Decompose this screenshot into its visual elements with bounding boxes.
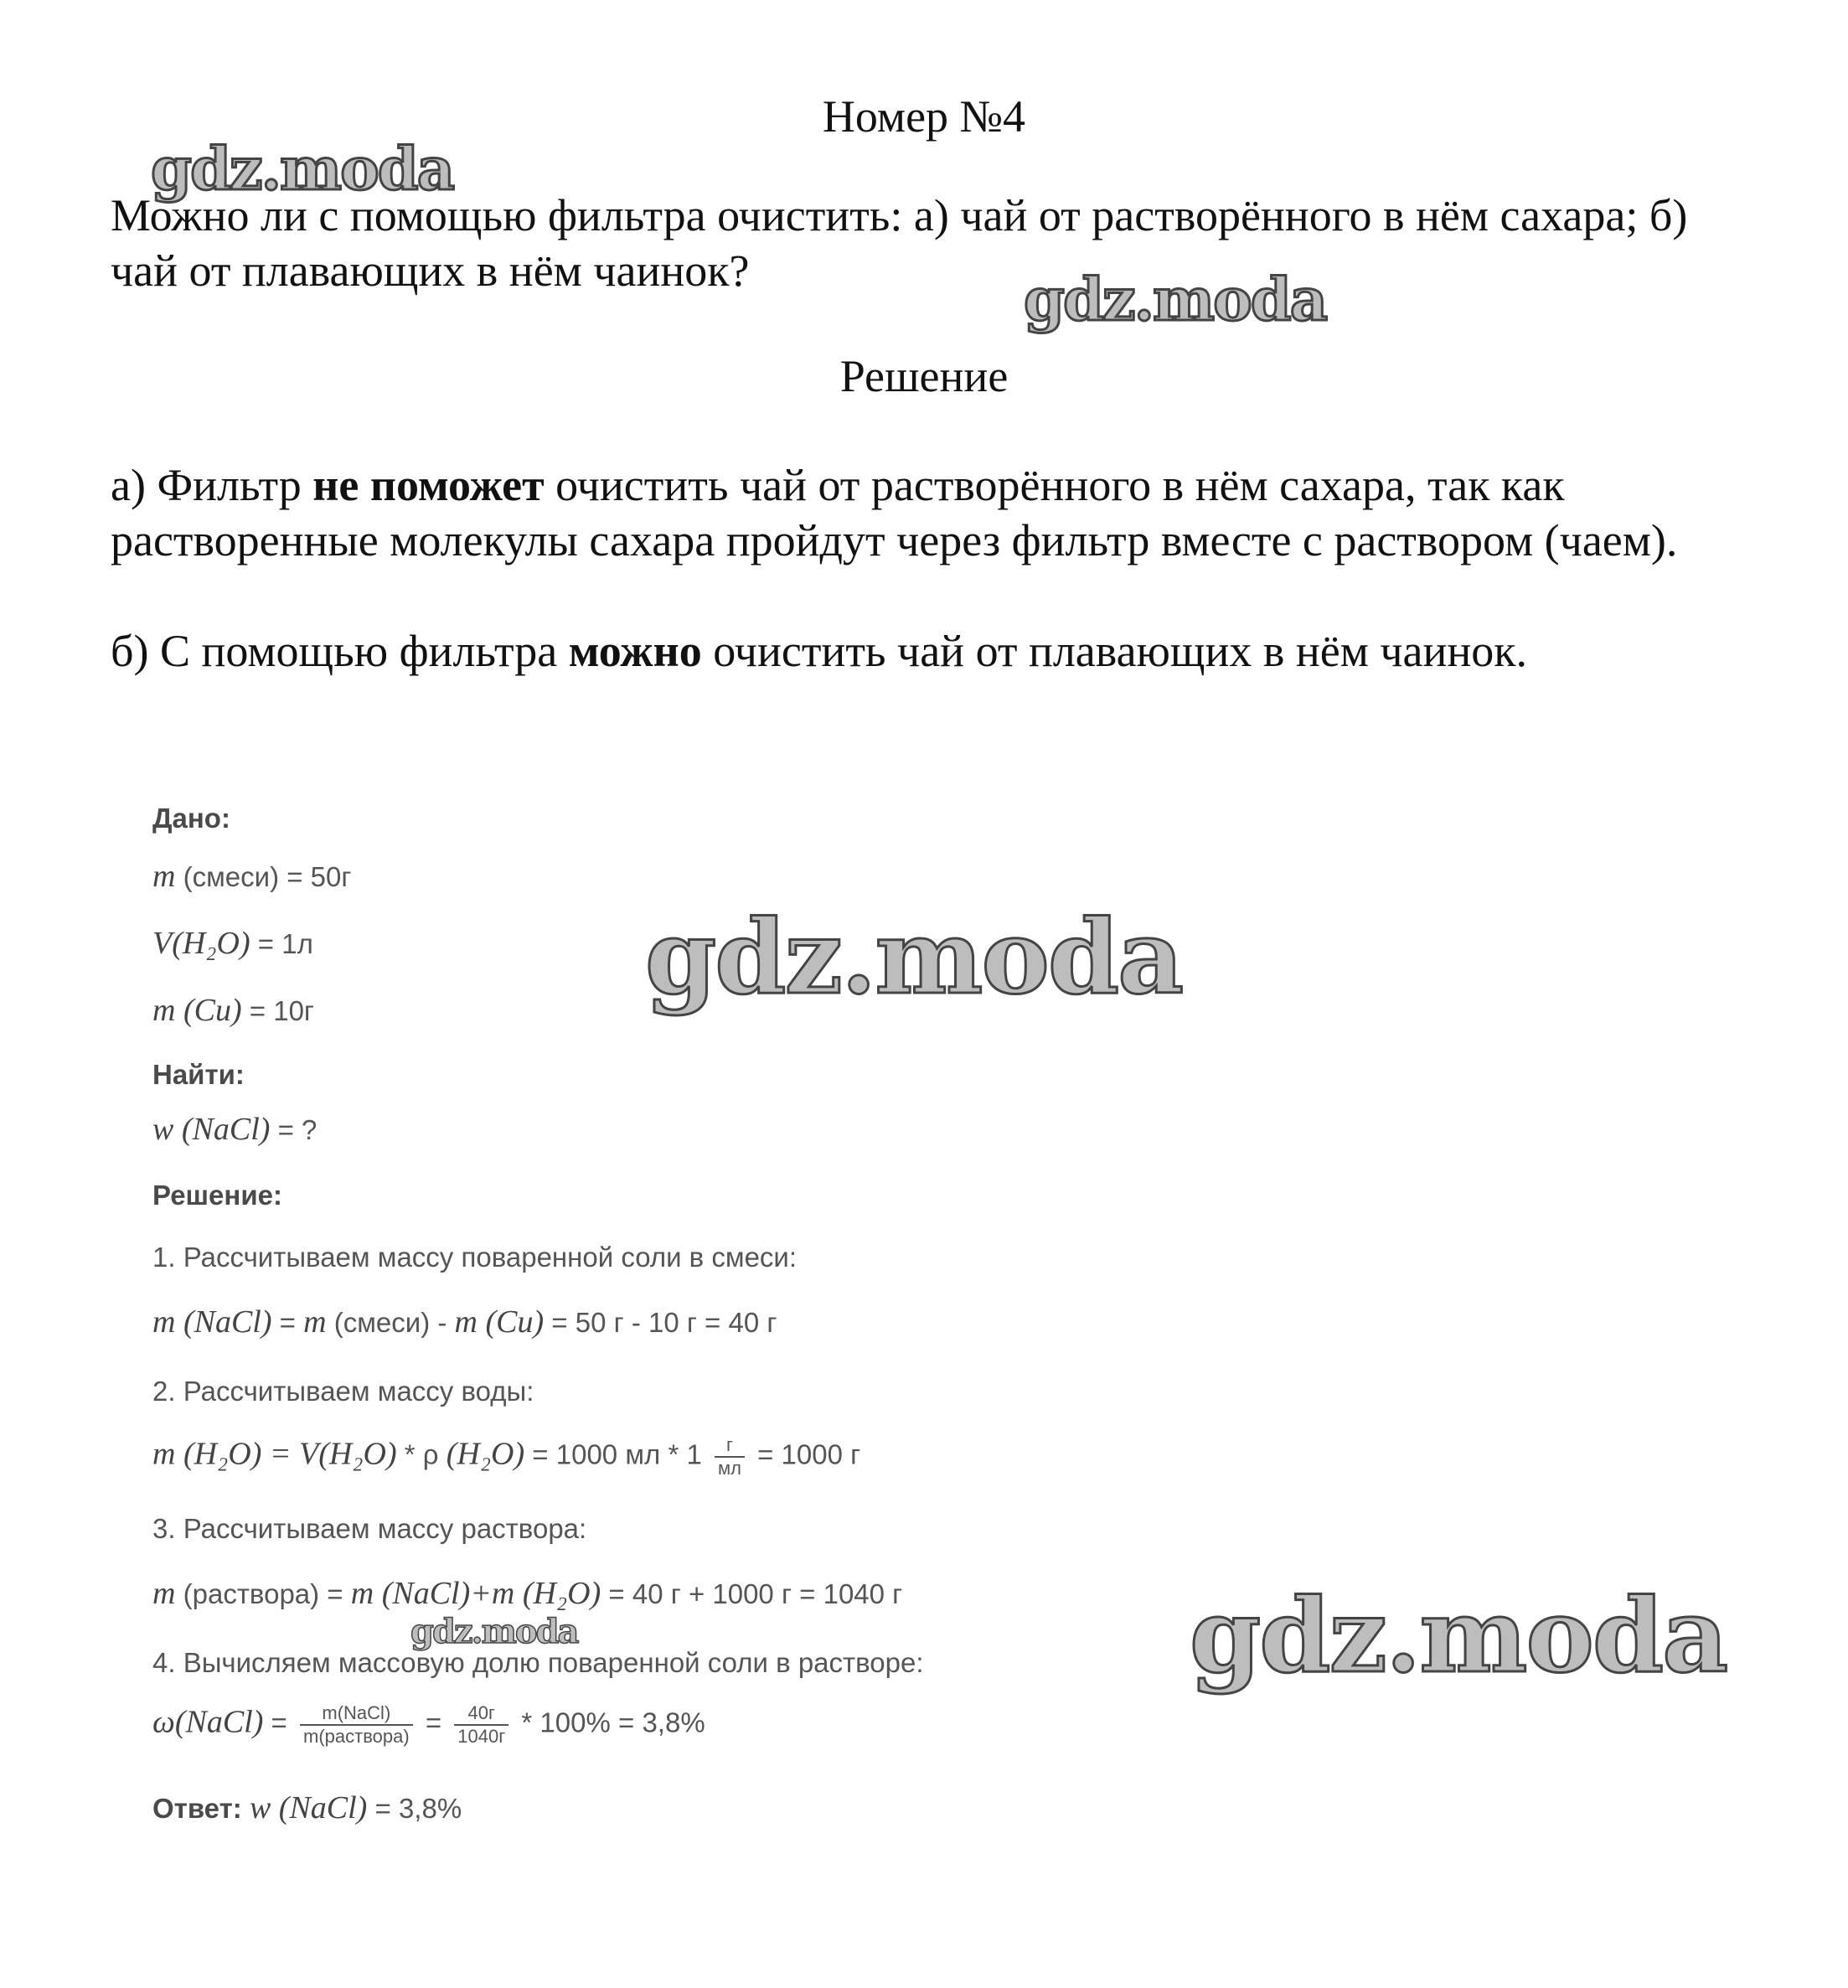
- eq4-t3: * 100% = 3,8%: [514, 1707, 705, 1738]
- answer-a: [111, 457, 1744, 568]
- eq1-sym1: m (NaCl): [152, 1304, 272, 1340]
- watermark-1: gdz.moda: [151, 134, 454, 204]
- given-mass-copper-symbol: m (Cu): [152, 993, 242, 1028]
- eq4-fraction-2: [454, 1702, 508, 1748]
- step-3: 3. Рассчитываем массу раствора:: [152, 1513, 587, 1544]
- answer-b: [111, 623, 1744, 679]
- answer-a-prefix: а) Фильтр: [111, 460, 313, 510]
- answer-b-suffix: очистить чай от плавающих в нём чаинок.: [701, 626, 1528, 676]
- final-answer: [152, 1789, 462, 1826]
- find-symbol: w (NaCl): [152, 1112, 271, 1147]
- given-label: Дано:: [152, 803, 230, 834]
- eq1-sym2: m: [303, 1304, 327, 1340]
- scan-solution-label: Решение:: [152, 1180, 282, 1211]
- given-mass-mixture-value: (смеси) = 50г: [175, 861, 352, 892]
- equation-3: [152, 1575, 902, 1612]
- eq2-fraction-den: мл: [717, 1458, 741, 1479]
- eq4-fraction-1-num: m(NaCl): [300, 1702, 413, 1726]
- eq1-sym3: m (Cu): [454, 1304, 545, 1340]
- given-mass-copper: [152, 992, 314, 1029]
- find-value: = ?: [270, 1114, 317, 1145]
- answer-b-bold: можно: [568, 626, 702, 676]
- eq2-sym1: m (H₂O) = V(H₂O): [152, 1436, 397, 1472]
- eq4-t2: =: [417, 1707, 450, 1738]
- eq2-t1: * ρ: [396, 1438, 447, 1470]
- answer-b-prefix: б) С помощью фильтра: [111, 626, 569, 676]
- eq4-fraction-1-den: m(раствора): [303, 1726, 410, 1747]
- final-answer-symbol: w (NaCl): [249, 1790, 368, 1825]
- final-answer-label: Ответ:: [152, 1793, 242, 1824]
- watermark-5: gdz.moda: [410, 1612, 578, 1651]
- equation-2: [152, 1434, 860, 1479]
- final-answer-value: = 3,8%: [367, 1793, 462, 1824]
- answer-a-bold: не поможет: [312, 460, 545, 510]
- answer-a-suffix: очистить чай от растворённого в нём сахара, так как растворенные молекулы сахара пройдут через фильтр вместе с раствором (чаем).: [111, 460, 1678, 565]
- given-mass-copper-value: = 10г: [241, 995, 314, 1026]
- eq4-fraction-2-den: 1040г: [457, 1726, 506, 1747]
- find-label: Найти:: [152, 1059, 245, 1090]
- step-1: 1. Рассчитываем массу поваренной соли в смеси:: [152, 1242, 798, 1273]
- eq2-sym2: (H₂O): [446, 1436, 525, 1472]
- eq4-sym1: ω(NaCl): [152, 1704, 264, 1740]
- equation-1: [152, 1304, 777, 1340]
- eq2-t3: = 1000 г: [749, 1438, 861, 1470]
- eq1-t1: =: [271, 1307, 304, 1338]
- page-title: Номер №4: [822, 91, 1026, 142]
- eq3-sym2: m (NaCl)+m (H₂O): [350, 1576, 601, 1611]
- eq2-fraction-num: г: [715, 1434, 745, 1458]
- eq2-fraction: [715, 1434, 745, 1479]
- step-2: 2. Рассчитываем массу воды:: [152, 1376, 534, 1407]
- eq2-t2: = 1000 мл * 1: [524, 1438, 710, 1470]
- question-text: Можно ли с помощью фильтра очистить: а) чай от растворённого в нём сахара; б) чай от плавающих в нём чаинок?: [111, 190, 1688, 296]
- eq3-sym1: m: [152, 1576, 176, 1611]
- watermark-4: gdz.moda: [1190, 1575, 1727, 1696]
- given-volume-water-value: = 1л: [250, 928, 313, 959]
- eq1-t2: (смеси) -: [326, 1307, 455, 1338]
- watermark-2: gdz.moda: [1024, 265, 1327, 334]
- eq4-fraction-2-num: 40г: [454, 1702, 508, 1726]
- eq4-fraction-1: [300, 1702, 413, 1748]
- watermark-3: gdz.moda: [645, 896, 1183, 1017]
- eq3-t1: (раствора) =: [175, 1578, 351, 1609]
- eq1-t3: = 50 г - 10 г = 40 г: [544, 1307, 777, 1338]
- step-4: 4. Вычисляем массовую долю поваренной соли в растворе:: [152, 1647, 924, 1678]
- find-item: [152, 1111, 317, 1148]
- equation-4: [152, 1702, 705, 1748]
- given-volume-water: [152, 925, 313, 962]
- eq4-t1: =: [263, 1707, 295, 1738]
- eq3-t2: = 40 г + 1000 г = 1040 г: [601, 1578, 903, 1609]
- solution-heading: Решение: [839, 351, 1009, 401]
- given-mass-mixture-symbol: m: [152, 859, 176, 894]
- given-volume-water-symbol: V(H₂O): [152, 926, 250, 961]
- given-mass-mixture: [152, 858, 351, 895]
